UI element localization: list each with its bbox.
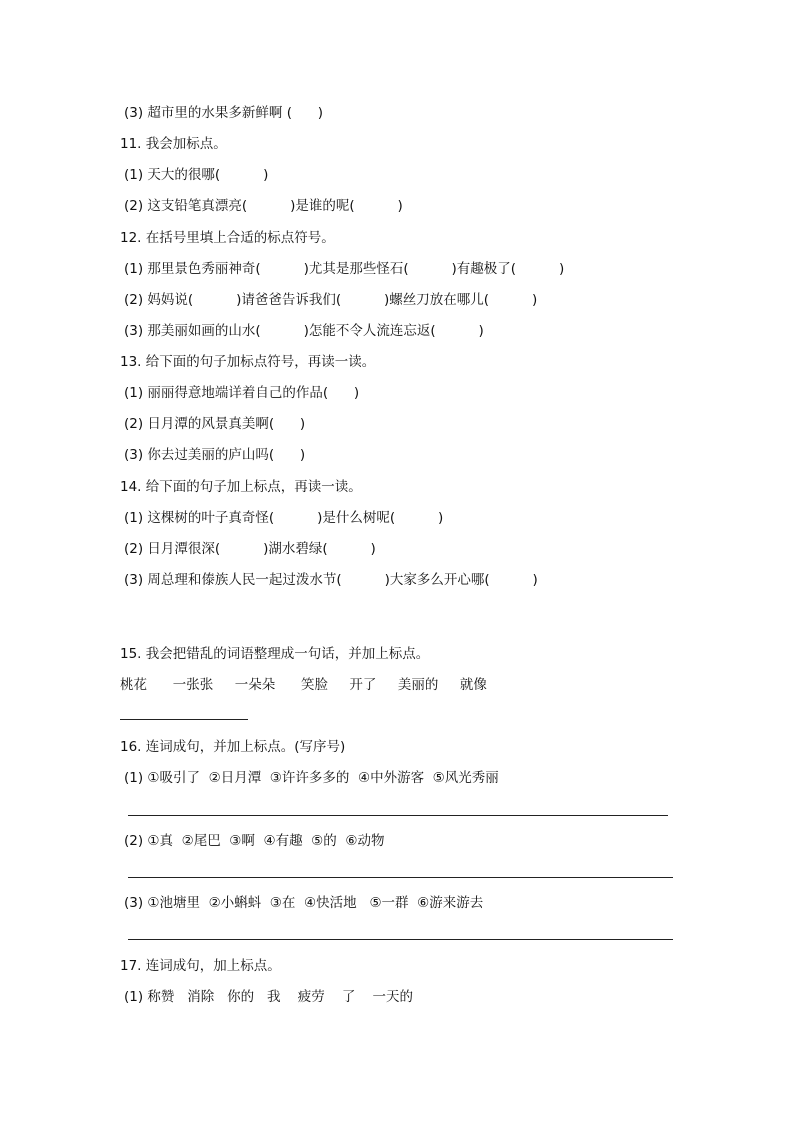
q16-item-3: (3) ①池塘里 ②小蝌蚪 ③在 ④快活地 ⑤一群 ⑥游来游去 (124, 895, 484, 911)
q16-item-2: (2) ①真 ②尾巴 ③啊 ④有趣 ⑤的 ⑥动物 (124, 833, 385, 849)
q14-item-1: (1) 这棵树的叶子真奇怪( )是什么树呢( ) (124, 510, 444, 526)
q13-item-2: (2) 日月潭的风景真美啊( ) (124, 416, 306, 432)
q14-item-3: (3) 周总理和傣族人民一起过泼水节( )大家多么开心哪( ) (124, 572, 538, 588)
q16-item-3-answer-line[interactable] (128, 939, 673, 940)
q13-title: 13. 给下面的句子加标点符号，再读一读。 (120, 354, 376, 370)
q16-item-1-answer-line[interactable] (128, 815, 668, 816)
q16-item-1: (1) ①吸引了 ②日月潭 ③许许多多的 ④中外游客 ⑤风光秀丽 (124, 770, 499, 786)
q17-title: 17. 连词成句，加上标点。 (120, 958, 281, 974)
q11-item-1: (1) 天大的很哪( ) (124, 167, 269, 183)
q12-title: 12. 在括号里填上合适的标点符号。 (120, 230, 335, 246)
q11-item-2: (2) 这支铅笔真漂亮( )是谁的呢( ) (124, 198, 403, 214)
q16-title: 16. 连词成句，并加上标点。(写序号) (120, 739, 346, 755)
q14-title: 14. 给下面的句子加上标点，再读一读。 (120, 479, 362, 495)
q11-title: 11. 我会加标点。 (120, 136, 227, 152)
q12-item-2: (2) 妈妈说( )请爸爸告诉我们( )螺丝刀放在哪儿( ) (124, 292, 538, 308)
q12-item-1: (1) 那里景色秀丽神奇( )尤其是那些怪石( )有趣极了( ) (124, 261, 565, 277)
q12-item-3: (3) 那美丽如画的山水( )怎能不令人流连忘返( ) (124, 323, 484, 339)
q13-item-1: (1) 丽丽得意地端详着自己的作品( ) (124, 385, 360, 401)
q16-item-2-answer-line[interactable] (128, 877, 673, 878)
q10-item-3: (3) 超市里的水果多新鲜啊 ( ) (124, 105, 323, 121)
q14-item-2: (2) 日月潭很深( )湖水碧绿( ) (124, 541, 376, 557)
q15-answer-line[interactable] (120, 719, 248, 720)
q15-words: 桃花 一张张 一朵朵 笑脸 开了 美丽的 就像 (120, 677, 487, 693)
q13-item-3: (3) 你去过美丽的庐山吗( ) (124, 447, 306, 463)
q17-item-1: (1) 称赞 消除 你的 我 疲劳 了 一天的 (124, 989, 414, 1005)
q15-title: 15. 我会把错乱的词语整理成一句话，并加上标点。 (120, 646, 430, 662)
